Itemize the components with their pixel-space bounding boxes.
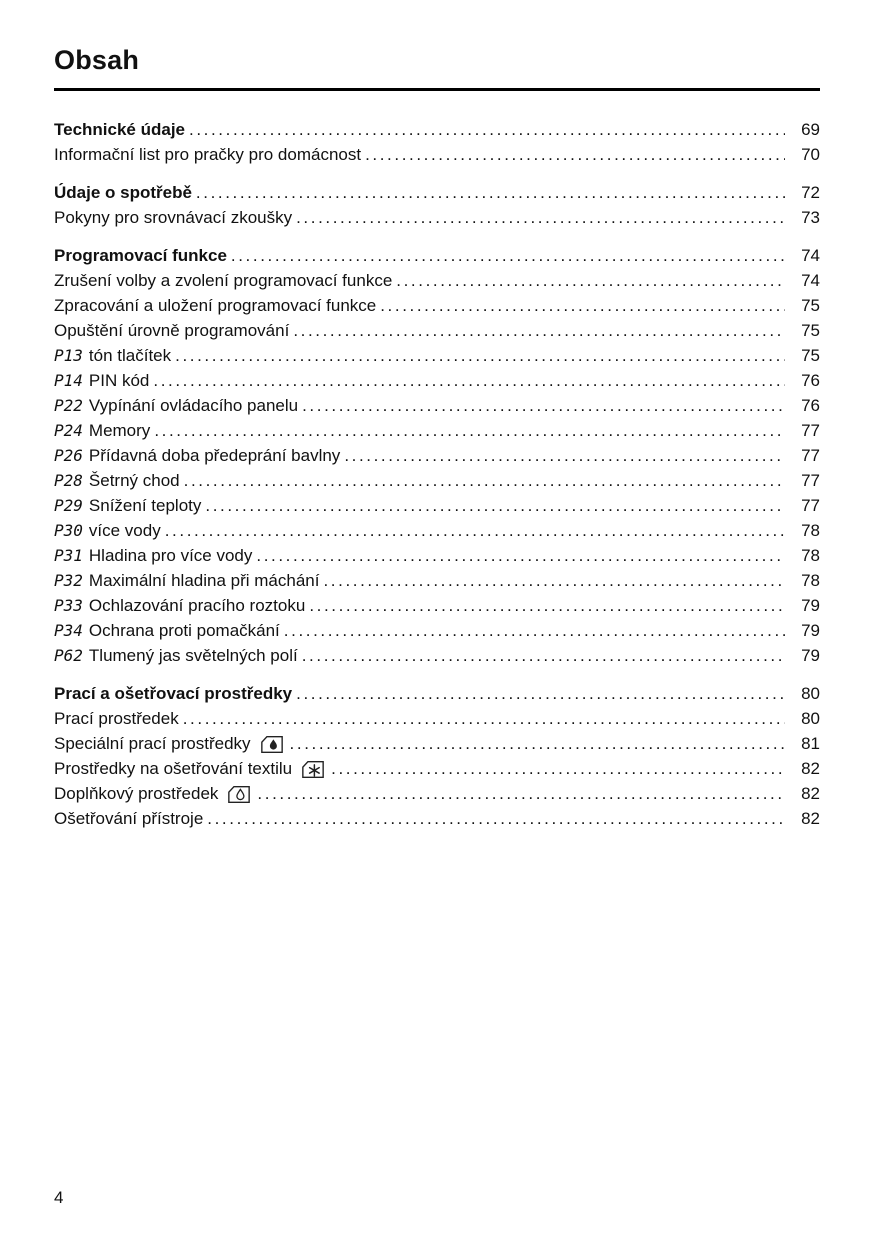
toc-page-number: 78	[801, 520, 820, 540]
toc-entry-label: Hladina pro více vody	[88, 545, 253, 565]
toc-entry-label: Ochrana proti pomačkání	[88, 620, 280, 640]
dot-leader	[153, 368, 785, 393]
toc-entry-label: Prací a ošetřovací prostředky	[54, 683, 293, 703]
dot-leader	[290, 731, 785, 756]
toc-page-number: 75	[801, 345, 820, 365]
toc-page-number: 74	[801, 270, 820, 290]
toc-entry-row	[54, 468, 820, 493]
toc-entry-row	[54, 343, 820, 368]
toc-entry-row	[54, 293, 820, 318]
toc-entry-row	[54, 806, 820, 831]
toc-entry-label: Doplňkový prostředek	[54, 783, 219, 803]
dot-leader	[344, 443, 785, 468]
toc-page-number: 69	[801, 119, 820, 139]
detergent-compartment-droplet-icon	[260, 735, 284, 754]
program-code: P31	[54, 545, 83, 565]
dot-leader	[309, 593, 785, 618]
toc-page-number: 70	[801, 144, 820, 164]
toc-page-number: 72	[801, 182, 820, 202]
toc-section	[54, 681, 820, 831]
program-code: P30	[54, 520, 83, 540]
footer-page-number: 4	[54, 1188, 64, 1207]
toc-entry-label: Ochlazování pracího roztoku	[88, 595, 306, 615]
toc-page-number: 80	[801, 708, 820, 728]
toc-entry-row	[54, 418, 820, 443]
toc-page-number: 75	[801, 295, 820, 315]
toc-section	[54, 180, 820, 230]
dot-leader	[196, 180, 785, 205]
program-code: P34	[54, 620, 83, 640]
toc-entry-label: Programovací funkce	[54, 245, 227, 265]
dot-leader	[257, 781, 785, 806]
toc-entry-row	[54, 543, 820, 568]
toc-entry-label: Speciální prací prostředky	[54, 733, 251, 753]
toc-entry-label: Pokyny pro srovnávací zkoušky	[54, 207, 293, 227]
dot-leader	[365, 142, 785, 167]
toc-entry-label: Opuštění úrovně programování	[54, 320, 290, 340]
toc-page-number: 78	[801, 545, 820, 565]
toc-entry-label: Maximální hladina při máchání	[88, 570, 320, 590]
toc-entry-label: PIN kód	[88, 370, 150, 390]
program-code: P62	[54, 645, 83, 665]
toc-entry-row	[54, 593, 820, 618]
detergent-compartment-additive-icon	[227, 785, 251, 804]
toc-entry-label: Údaje o spotřebě	[54, 182, 192, 202]
program-code: P13	[54, 345, 83, 365]
toc-entry-label: Přídavná doba předeprání bavlny	[88, 445, 341, 465]
program-code: P32	[54, 570, 83, 590]
dot-leader	[231, 243, 785, 268]
toc-entry-row	[54, 731, 820, 756]
toc-page-number: 82	[801, 808, 820, 828]
dot-leader	[293, 318, 785, 343]
toc-entry-label: Zrušení volby a zvolení programovací funkce	[54, 270, 393, 290]
table-of-contents	[54, 117, 820, 831]
toc-entry-label: Informační list pro pračky pro domácnost	[54, 144, 362, 164]
dot-leader	[396, 268, 785, 293]
toc-entry-row	[54, 518, 820, 543]
detergent-compartment-snowflake-icon	[301, 760, 325, 779]
dot-leader	[380, 293, 785, 318]
toc-entry-label: Technické údaje	[54, 119, 186, 139]
toc-entry-row	[54, 205, 820, 230]
toc-entry-label: Tlumený jas světelných polí	[88, 645, 298, 665]
toc-page-number: 76	[801, 370, 820, 390]
toc-page-number: 80	[801, 683, 820, 703]
dot-leader	[331, 756, 785, 781]
toc-page-number: 79	[801, 620, 820, 640]
toc-section-heading-row	[54, 243, 820, 268]
dot-leader	[302, 393, 785, 418]
toc-page-number: 78	[801, 570, 820, 590]
dot-leader	[323, 568, 785, 593]
toc-entry-label: Šetrný chod	[88, 470, 180, 490]
dot-leader	[284, 618, 785, 643]
dot-leader	[189, 117, 785, 142]
toc-entry-label: Prací prostředek	[54, 708, 179, 728]
toc-entry-label: Prostředky na ošetřování textilu	[54, 758, 293, 778]
dot-leader	[154, 418, 785, 443]
toc-entry-row	[54, 706, 820, 731]
program-code: P14	[54, 370, 83, 390]
toc-page-number: 79	[801, 595, 820, 615]
toc-entry-row	[54, 568, 820, 593]
toc-entry-row	[54, 368, 820, 393]
toc-section-heading-row	[54, 681, 820, 706]
toc-entry-row	[54, 443, 820, 468]
toc-page-number: 75	[801, 320, 820, 340]
program-code: P33	[54, 595, 83, 615]
toc-page-number: 77	[801, 495, 820, 515]
toc-page-number: 82	[801, 758, 820, 778]
toc-page-number: 81	[801, 733, 820, 753]
toc-entry-row	[54, 268, 820, 293]
dot-leader	[302, 643, 785, 668]
toc-section-heading-row	[54, 180, 820, 205]
dot-leader	[296, 681, 785, 706]
program-code: P29	[54, 495, 83, 515]
dot-leader	[175, 343, 785, 368]
toc-entry-row	[54, 643, 820, 668]
toc-section	[54, 243, 820, 668]
toc-page-number: 79	[801, 645, 820, 665]
toc-entry-label: Vypínání ovládacího panelu	[88, 395, 299, 415]
dot-leader	[256, 543, 785, 568]
toc-entry-row	[54, 781, 820, 806]
toc-entry-label: Snížení teploty	[88, 495, 202, 515]
toc-entry-row	[54, 618, 820, 643]
dot-leader	[205, 493, 785, 518]
page-header	[54, 0, 820, 91]
toc-entry-label: Ošetřování přístroje	[54, 808, 204, 828]
toc-page-number: 82	[801, 783, 820, 803]
title-divider	[54, 88, 820, 91]
toc-entry-row	[54, 756, 820, 781]
toc-entry-label: Memory	[88, 420, 151, 440]
toc-entry-label: tón tlačítek	[88, 345, 172, 365]
toc-page-number: 76	[801, 395, 820, 415]
toc-entry-row	[54, 393, 820, 418]
toc-section-heading-row	[54, 117, 820, 142]
toc-page-number: 77	[801, 470, 820, 490]
dot-leader	[183, 706, 785, 731]
program-code: P22	[54, 395, 83, 415]
toc-page-number: 74	[801, 245, 820, 265]
dot-leader	[296, 205, 785, 230]
toc-entry-label: Zpracování a uložení programovací funkce	[54, 295, 377, 315]
toc-page-number: 77	[801, 445, 820, 465]
toc-section	[54, 117, 820, 167]
toc-page-number: 77	[801, 420, 820, 440]
toc-entry-label: více vody	[88, 520, 161, 540]
toc-entry-row	[54, 318, 820, 343]
program-code: P24	[54, 420, 83, 440]
toc-page-number: 73	[801, 207, 820, 227]
dot-leader	[184, 468, 785, 493]
program-code: P26	[54, 445, 83, 465]
toc-entry-row	[54, 142, 820, 167]
page-title: Obsah	[54, 45, 140, 75]
dot-leader	[207, 806, 785, 831]
dot-leader	[165, 518, 785, 543]
toc-entry-row	[54, 493, 820, 518]
program-code: P28	[54, 470, 83, 490]
